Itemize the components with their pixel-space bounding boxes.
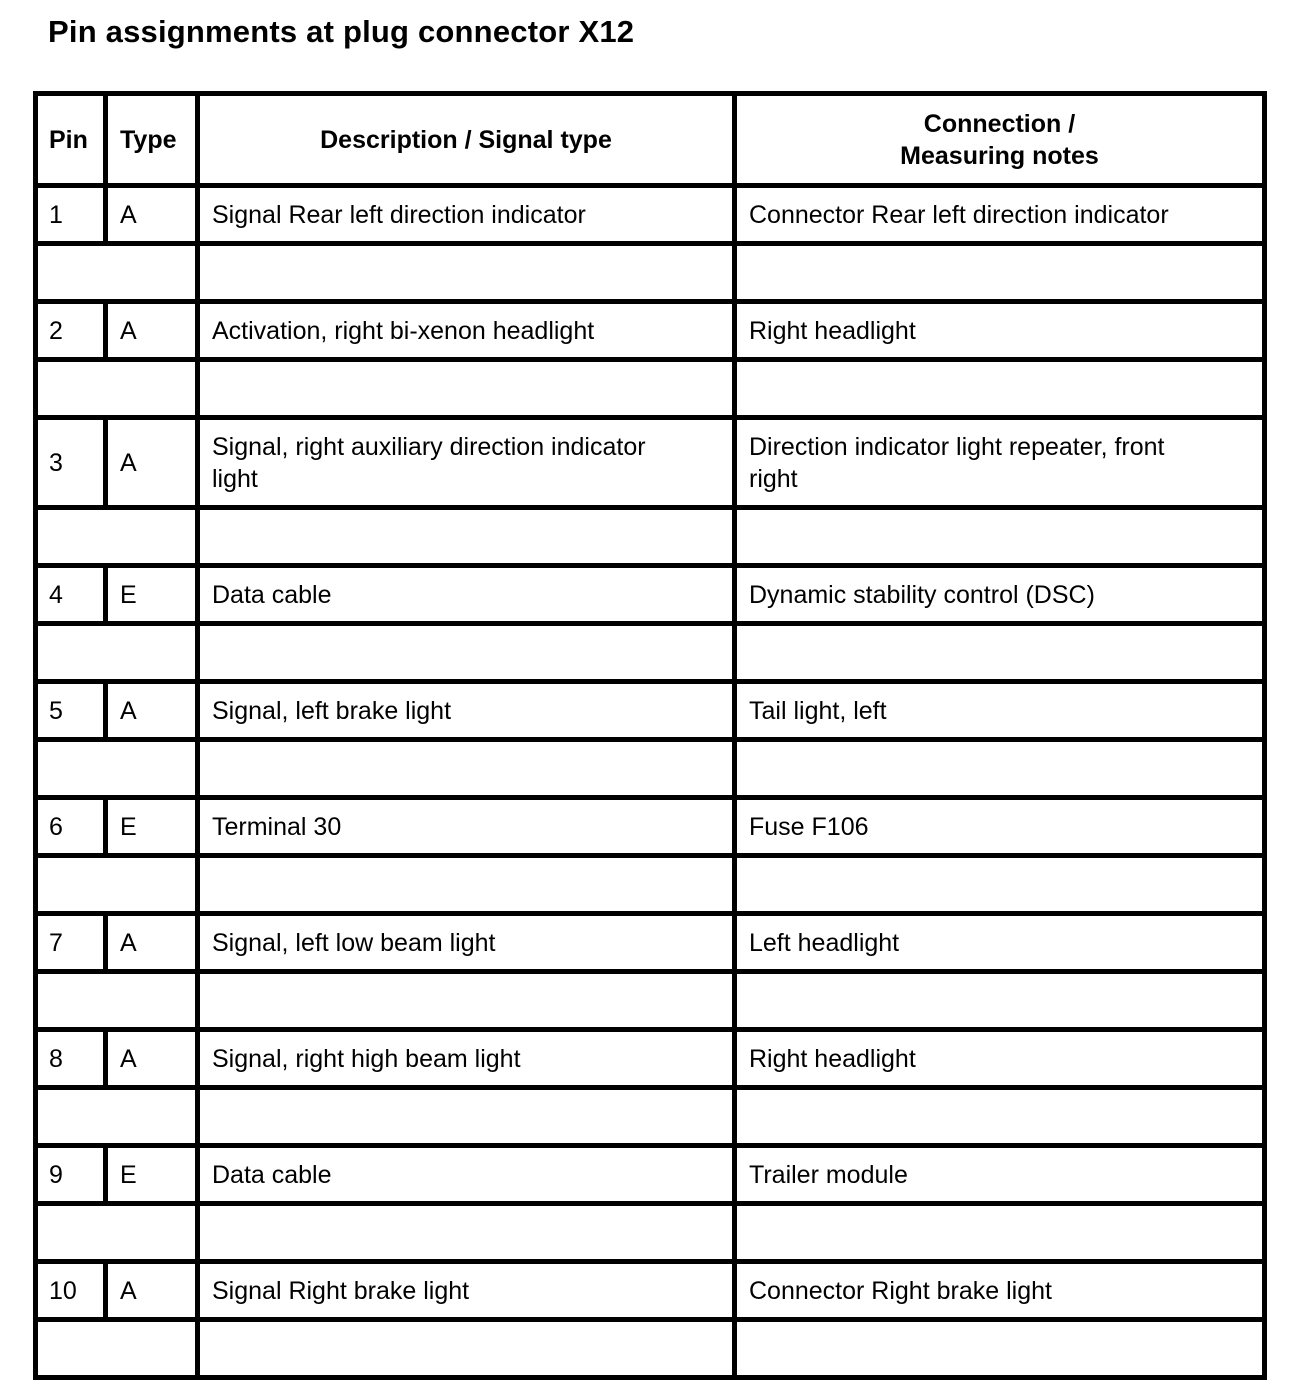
spacer-row [36, 508, 1265, 566]
pin-cell: 4 [36, 566, 106, 624]
blank-cell [735, 856, 1265, 914]
blank-cell [735, 624, 1265, 682]
blank-cell [36, 740, 198, 798]
blank-cell [735, 1204, 1265, 1262]
blank-cell [198, 624, 735, 682]
type-cell: A [106, 1262, 198, 1320]
blank-cell [198, 360, 735, 418]
pin-cell: 1 [36, 186, 106, 244]
pin-assignment-table [33, 91, 1267, 1380]
blank-cell [36, 508, 198, 566]
pin-cell: 10 [36, 1262, 106, 1320]
type-cell: A [106, 1030, 198, 1088]
spacer-row [36, 856, 1265, 914]
connection-cell: Tail light, left [735, 682, 1265, 740]
connection-cell: Connector Right brake light [735, 1262, 1265, 1320]
table-row [36, 1030, 1265, 1088]
blank-cell [735, 972, 1265, 1030]
blank-cell [198, 244, 735, 302]
blank-cell [735, 1320, 1265, 1378]
header-connection [735, 94, 1265, 186]
pin-cell: 9 [36, 1146, 106, 1204]
type-cell: A [106, 682, 198, 740]
description-cell: Terminal 30 [198, 798, 735, 856]
blank-cell [198, 856, 735, 914]
blank-cell [36, 1204, 198, 1262]
pin-cell: 8 [36, 1030, 106, 1088]
type-cell: E [106, 1146, 198, 1204]
table-row [36, 302, 1265, 360]
pin-cell: 5 [36, 682, 106, 740]
connection-cell: Connector Rear left direction indicator [735, 186, 1265, 244]
description-cell: Data cable [198, 1146, 735, 1204]
blank-cell [198, 1088, 735, 1146]
connection-cell: Fuse F106 [735, 798, 1265, 856]
pin-cell: 7 [36, 914, 106, 972]
spacer-row [36, 624, 1265, 682]
table-row [36, 682, 1265, 740]
header-pin: Pin [36, 94, 106, 186]
blank-cell [198, 1204, 735, 1262]
blank-cell [198, 1320, 735, 1378]
table-row [36, 186, 1265, 244]
header-connection-line2: Measuring notes [900, 141, 1099, 170]
connection-cell: Left headlight [735, 914, 1265, 972]
blank-cell [198, 508, 735, 566]
type-cell: A [106, 302, 198, 360]
connection-cell: Right headlight [735, 1030, 1265, 1088]
blank-cell [36, 360, 198, 418]
spacer-row [36, 1204, 1265, 1262]
description-cell: Signal Right brake light [198, 1262, 735, 1320]
blank-cell [735, 244, 1265, 302]
type-cell: A [106, 186, 198, 244]
connection-cell: Right headlight [735, 302, 1265, 360]
blank-cell [198, 740, 735, 798]
blank-cell [735, 740, 1265, 798]
blank-cell [735, 360, 1265, 418]
spacer-row [36, 1088, 1265, 1146]
description-line2: light [212, 464, 258, 493]
description-cell: Signal, left brake light [198, 682, 735, 740]
blank-cell [36, 244, 198, 302]
table-row [36, 1262, 1265, 1320]
type-cell: A [106, 914, 198, 972]
spacer-row [36, 740, 1265, 798]
blank-cell [735, 1088, 1265, 1146]
pin-cell: 6 [36, 798, 106, 856]
header-type: Type [106, 94, 198, 186]
description-cell [198, 418, 735, 508]
type-cell: A [106, 418, 198, 508]
description-cell: Signal, right high beam light [198, 1030, 735, 1088]
spacer-row [36, 972, 1265, 1030]
blank-cell [36, 1320, 198, 1378]
table-row [36, 418, 1265, 508]
blank-cell [36, 972, 198, 1030]
blank-cell [36, 624, 198, 682]
blank-cell [36, 1088, 198, 1146]
connection-line1: Direction indicator light repeater, front [749, 432, 1165, 461]
connection-cell: Trailer module [735, 1146, 1265, 1204]
description-cell: Data cable [198, 566, 735, 624]
pin-cell: 2 [36, 302, 106, 360]
table-row [36, 566, 1265, 624]
description-line1: Signal, right auxiliary direction indicator [212, 432, 646, 461]
table-row [36, 798, 1265, 856]
connection-line2: right [749, 464, 798, 493]
blank-cell [36, 856, 198, 914]
spacer-row [36, 1320, 1265, 1378]
type-cell: E [106, 566, 198, 624]
table-row [36, 1146, 1265, 1204]
description-cell: Signal Rear left direction indicator [198, 186, 735, 244]
pin-cell: 3 [36, 418, 106, 508]
header-connection-line1: Connection / [923, 109, 1076, 138]
connection-cell: Dynamic stability control (DSC) [735, 566, 1265, 624]
header-description: Description / Signal type [198, 94, 735, 186]
table-header-row [36, 94, 1265, 186]
description-cell: Signal, left low beam light [198, 914, 735, 972]
type-cell: E [106, 798, 198, 856]
connection-cell [735, 418, 1265, 508]
description-cell: Activation, right bi-xenon headlight [198, 302, 735, 360]
spacer-row [36, 244, 1265, 302]
blank-cell [198, 972, 735, 1030]
page-title: Pin assignments at plug connector X12 [48, 14, 635, 49]
blank-cell [735, 508, 1265, 566]
spacer-row [36, 360, 1265, 418]
table-row [36, 914, 1265, 972]
